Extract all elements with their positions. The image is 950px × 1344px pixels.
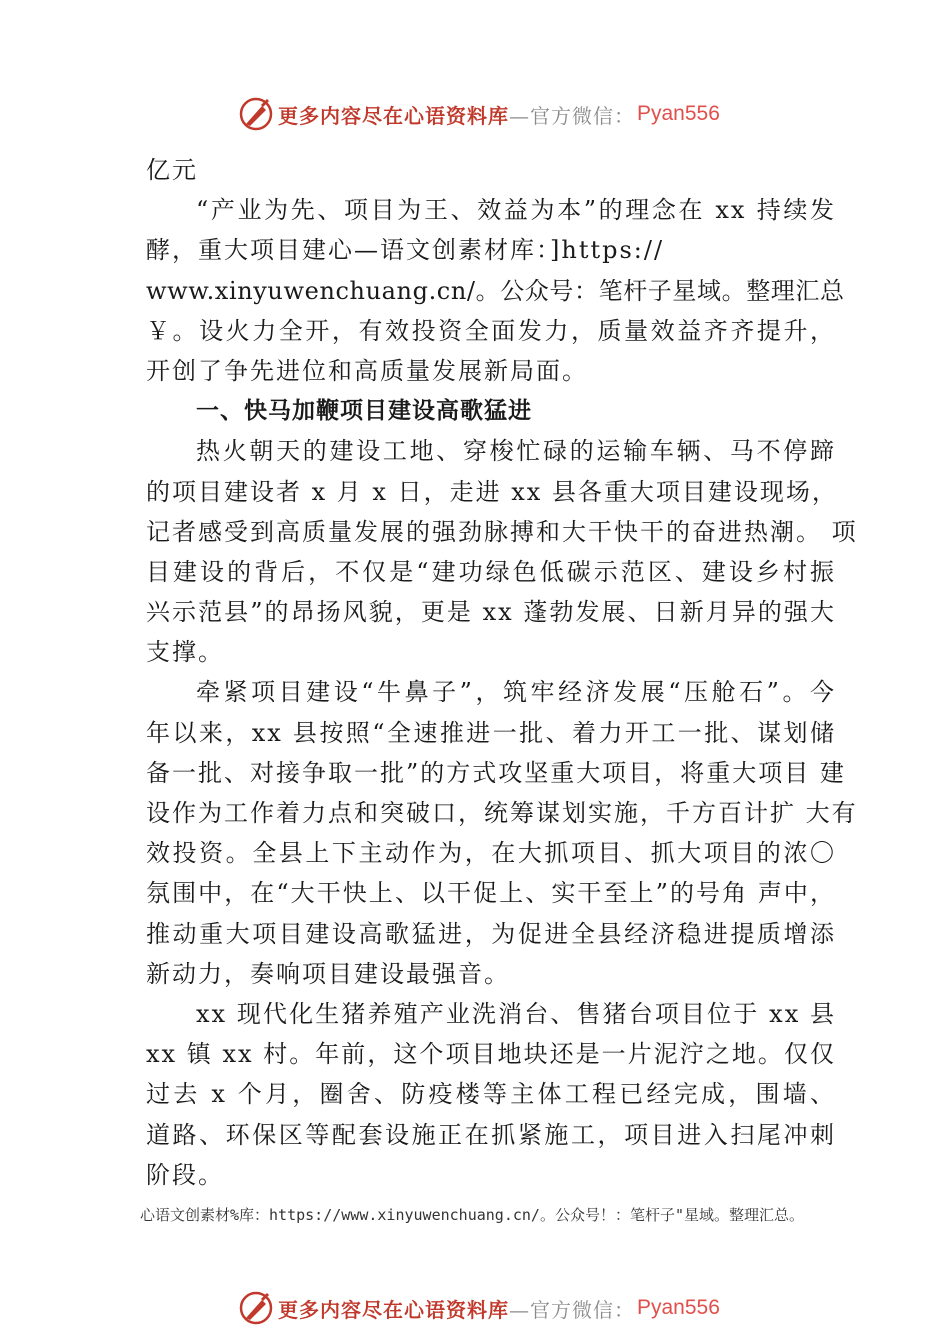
footnote-source: 心语文创素材%库：https://www.xinyuwenchuang.cn/。公众号！：笔杆子"星域。整理汇总。 xyxy=(140,1206,804,1224)
body-line: 牵紧项目建设“牛鼻子”，筑牢经济发展“压舱石”。今 xyxy=(196,678,836,707)
header-banner xyxy=(238,94,758,134)
body-line: 氛围中，在“大干快上、以干促上、实干至上”的号角 声中， xyxy=(146,879,836,908)
body-line: xx 镇 xx 村。年前，这个项目地块还是一片泥泞之地。仅仅 xyxy=(146,1040,836,1069)
body-line: 开创了争先进位和高质量发展新局面。 xyxy=(146,356,588,385)
body-line: 备一批、对接争取一批”的方式攻坚重大项目，将重大项目 建 xyxy=(146,758,846,787)
banner-wechat-label: —官方微信： xyxy=(509,1297,635,1322)
body-line: 推动重大项目建设高歌猛进，为促进全县经济稳进提质增添 xyxy=(146,919,836,948)
body-line: 酵，重大项目建心—语文创素材库：]https:// xyxy=(146,236,665,265)
body-line: 新动力，奏响项目建设最强音。 xyxy=(146,959,510,988)
body-line: 的项目建设者 x 月 x 日，走进 xx 县各重大项目建设现场， xyxy=(146,477,838,506)
banner-library-text: 更多内容尽在心语资料库 xyxy=(278,103,509,128)
document-body xyxy=(146,150,858,1195)
body-line: 道路、环保区等配套设施正在抓紧施工，项目进入扫尾冲刺 xyxy=(146,1120,836,1149)
body-line: xx 现代化生猪养殖产业洗消台、售猪台项目位于 xx 县 xyxy=(196,999,836,1028)
body-line: 过去 x 个月，圈舍、防疫楼等主体工程已经完成，围墙、 xyxy=(146,1080,836,1109)
body-line: 兴示范县”的昂扬风貌，更是 xx 蓬勃发展、日新月异的强大 xyxy=(146,598,836,627)
body-line: 设作为工作着力点和突破口，统筹谋划实施，千方百计扩 大有 xyxy=(146,799,858,827)
body-line: 年以来，xx 县按照“全速推进一批、着力开工一批、谋划储 xyxy=(146,718,836,747)
body-line: 热火朝天的建设工地、穿梭忙碌的运输车辆、马不停蹄 xyxy=(196,437,836,466)
banner-wechat-label: —官方微信： xyxy=(509,103,635,128)
body-line: 效投资。全县上下主动作为，在大抓项目、抓大项目的浓〇 xyxy=(146,839,836,868)
body-line: 阶段。 xyxy=(146,1160,224,1189)
section-heading: 一、快马加鞭项目建设高歌猛进 xyxy=(196,398,532,425)
banner-wechat-id: Pyan556 xyxy=(637,1296,720,1319)
body-line: 记者感受到高质量发展的强劲脉搏和大干快干的奋进热潮。 项 xyxy=(146,517,858,546)
banner-wechat-id: Pyan556 xyxy=(637,102,720,125)
body-line: 目建设的背后，不仅是“建功绿色低碳示范区、建设乡村振 xyxy=(146,557,836,586)
banner-library-text: 更多内容尽在心语资料库 xyxy=(278,1297,509,1322)
body-line: “产业为先、项目为王、效益为本”的理念在 xx 持续发 xyxy=(196,196,836,225)
body-line: www.xinyuwenchuang.cn/。公众号：笔杆子星域。整理汇总 xyxy=(146,276,845,305)
pen-nib-logo-icon xyxy=(238,96,274,132)
body-line: 支撑。 xyxy=(146,638,224,667)
pen-nib-logo-icon xyxy=(238,1290,274,1326)
body-line: ￥。设火力全开，有效投资全面发力，质量效益齐齐提升， xyxy=(146,316,836,345)
body-line: 亿元 xyxy=(146,156,198,184)
footer-banner xyxy=(238,1288,758,1328)
